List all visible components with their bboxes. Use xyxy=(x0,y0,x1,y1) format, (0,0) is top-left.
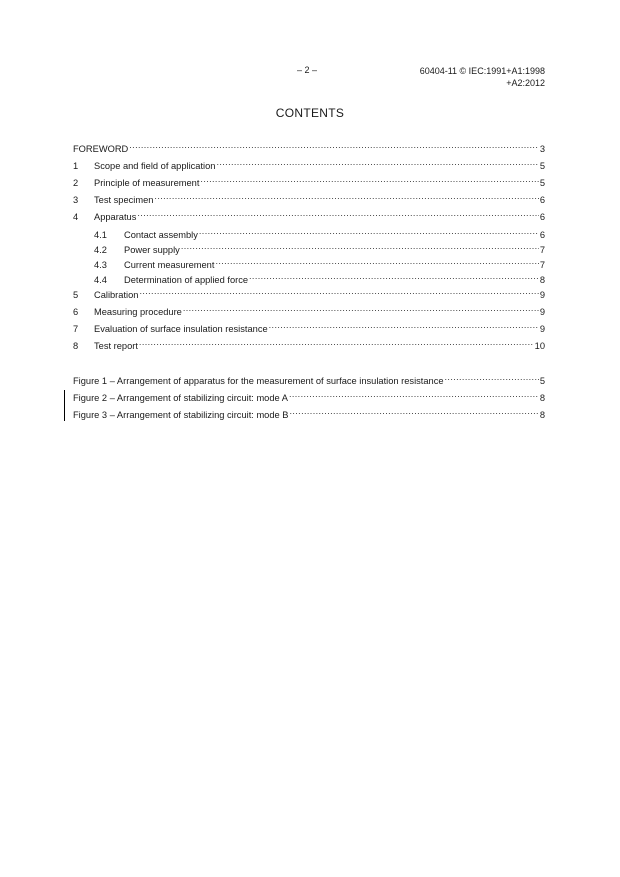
toc-entry-number: 4.3 xyxy=(94,260,107,270)
dot-leader xyxy=(137,208,538,220)
toc-entry-page: 7 xyxy=(539,245,545,255)
figure-entry-page: 8 xyxy=(539,410,545,420)
dot-leader xyxy=(199,226,539,238)
document-reference xyxy=(420,65,545,89)
toc-entry-label: Current measurement xyxy=(124,260,215,270)
toc-entry-label: Evaluation of surface insulation resistance xyxy=(94,324,268,334)
dot-leader xyxy=(139,337,534,349)
page-title: CONTENTS xyxy=(275,106,345,120)
dot-leader xyxy=(216,157,538,169)
toc-entry-7[interactable] xyxy=(73,320,545,332)
toc-entry-4-1[interactable] xyxy=(94,226,545,238)
toc-entry-label: Apparatus xyxy=(94,212,137,222)
toc-entry-number: 4.4 xyxy=(94,275,107,285)
toc-entry-page: 9 xyxy=(539,290,545,300)
toc-entry-2[interactable] xyxy=(73,174,545,186)
toc-entry-4[interactable] xyxy=(73,208,545,220)
dot-leader xyxy=(215,256,538,268)
dot-leader xyxy=(183,303,539,315)
toc-entry-label: Principle of measurement xyxy=(94,178,200,188)
figure-entry-page: 5 xyxy=(539,376,545,386)
toc-entry-1[interactable] xyxy=(73,157,545,169)
toc-entry-number: 4 xyxy=(73,212,79,222)
toc-entry-page: 10 xyxy=(534,341,545,351)
toc-entry-number: 2 xyxy=(73,178,79,188)
toc-entry-4-3[interactable] xyxy=(94,256,545,268)
toc-entry-3[interactable] xyxy=(73,191,545,203)
toc-entry-page: 6 xyxy=(539,195,545,205)
toc-entry-number: 8 xyxy=(73,341,79,351)
dot-leader xyxy=(181,241,539,253)
toc-entry-label: Determination of applied force xyxy=(124,275,249,285)
toc-entry-label: Power supply xyxy=(124,245,180,255)
dot-leader xyxy=(129,140,539,152)
toc-entry-label: Contact assembly xyxy=(124,230,198,240)
toc-entry-number: 6 xyxy=(73,307,79,317)
dot-leader xyxy=(249,271,539,283)
revision-change-bar xyxy=(64,390,65,421)
toc-entry-foreword[interactable] xyxy=(73,140,545,152)
toc-entry-label: Scope and field of application xyxy=(94,161,216,171)
dot-leader xyxy=(269,320,539,332)
reference-line-2: +A2:2012 xyxy=(506,78,545,88)
reference-line-1: 60404-11 © IEC:1991+A1:1998 xyxy=(419,66,545,76)
toc-entry-label: Test report xyxy=(94,341,138,351)
toc-entry-label: Measuring procedure xyxy=(94,307,182,317)
figure-entry-3[interactable] xyxy=(73,406,545,418)
dot-leader xyxy=(289,406,538,418)
toc-entry-number: 4.2 xyxy=(94,245,107,255)
toc-entry-page: 6 xyxy=(539,212,545,222)
toc-entry-page: 7 xyxy=(539,260,545,270)
figure-entry-label: Figure 1 – Arrangement of apparatus for the measurement of surface insulation resistance xyxy=(73,376,444,386)
toc-entry-page: 6 xyxy=(539,230,545,240)
dot-leader xyxy=(445,372,539,384)
toc-entry-page: 8 xyxy=(539,275,545,285)
toc-entry-number: 7 xyxy=(73,324,79,334)
toc-entry-number: 1 xyxy=(73,161,79,171)
figure-entry-2[interactable] xyxy=(73,389,545,401)
toc-entry-page: 5 xyxy=(539,178,545,188)
toc-entry-label: Test specimen xyxy=(94,195,154,205)
dot-leader xyxy=(200,174,538,186)
toc-entry-label: Calibration xyxy=(94,290,139,300)
toc-entry-5[interactable] xyxy=(73,286,545,298)
toc-entry-number: 4.1 xyxy=(94,230,107,240)
toc-entry-6[interactable] xyxy=(73,303,545,315)
toc-entry-number: 3 xyxy=(73,195,79,205)
toc-entry-page: 9 xyxy=(539,307,545,317)
figure-entry-page: 8 xyxy=(539,393,545,403)
toc-entry-page: 9 xyxy=(539,324,545,334)
toc-entry-8[interactable] xyxy=(73,337,545,349)
toc-entry-label: FOREWORD xyxy=(73,144,129,154)
dot-leader xyxy=(154,191,538,203)
toc-entry-4-4[interactable] xyxy=(94,271,545,283)
toc-entry-number: 5 xyxy=(73,290,79,300)
figure-entry-label: Figure 2 – Arrangement of stabilizing circuit: mode A xyxy=(73,393,288,403)
toc-entry-page: 3 xyxy=(539,144,545,154)
toc-entry-4-2[interactable] xyxy=(94,241,545,253)
dot-leader xyxy=(139,286,538,298)
page-number: – 2 – xyxy=(297,65,318,75)
figure-entry-label: Figure 3 – Arrangement of stabilizing circuit: mode B xyxy=(73,410,289,420)
dot-leader xyxy=(289,389,539,401)
figure-entry-1[interactable] xyxy=(73,372,545,384)
toc-entry-page: 5 xyxy=(539,161,545,171)
